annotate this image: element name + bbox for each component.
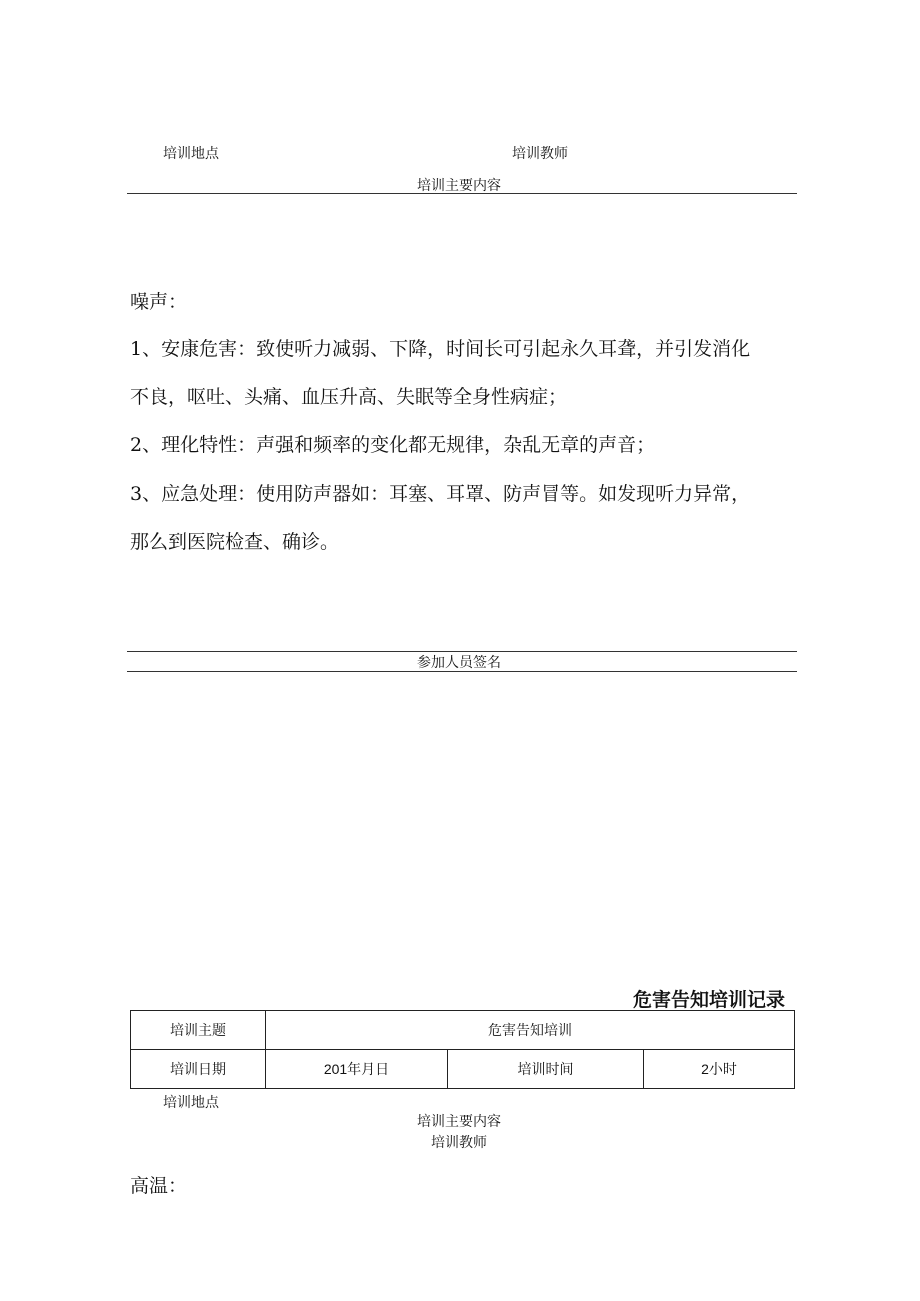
- divider-line: [127, 671, 797, 672]
- hazard-topic-noise: 噪声：: [130, 291, 188, 313]
- divider-line: [127, 193, 797, 194]
- time-label-cell: 培训时间: [448, 1050, 644, 1089]
- paragraph-line: 那么到医院检查、确诊。: [130, 531, 340, 553]
- time-value-cell: 2小时: [644, 1050, 795, 1089]
- training-teacher-label: 培训教师: [512, 146, 568, 162]
- training-content-header: 培训主要内容: [417, 178, 501, 194]
- topic-label-cell: 培训主题: [131, 1011, 266, 1050]
- hazard-topic-heat: 高温：: [130, 1175, 188, 1197]
- training-location-label: 培训地点: [163, 1095, 219, 1111]
- paragraph-line: 1、安康危害：致使听力减弱、下降，时间长可引起永久耳聋，并引发消化: [130, 338, 751, 360]
- record-title: 危害告知培训记录: [633, 989, 786, 1011]
- date-label-cell: 培训日期: [131, 1050, 266, 1089]
- topic-value-cell: 危害告知培训: [266, 1011, 795, 1050]
- table-row: [131, 1050, 795, 1089]
- paragraph-line: 2、理化特性：声强和频率的变化都无规律，杂乱无章的声音；: [130, 434, 656, 456]
- training-record-table: [130, 1010, 795, 1089]
- training-location-label: 培训地点: [163, 146, 219, 162]
- training-teacher-label: 培训教师: [431, 1135, 487, 1151]
- participants-signature-label: 参加人员签名: [417, 655, 501, 671]
- paragraph-line: 不良，呕吐、头痛、血压升高、失眠等全身性病症；: [130, 386, 568, 408]
- date-value-cell: 201年月日: [266, 1050, 448, 1089]
- training-content-header: 培训主要内容: [417, 1114, 501, 1130]
- paragraph-line: 3、应急处理：使用防声器如：耳塞、耳罩、防声冒等。如发现听力异常，: [130, 483, 751, 505]
- table-row: [131, 1011, 795, 1050]
